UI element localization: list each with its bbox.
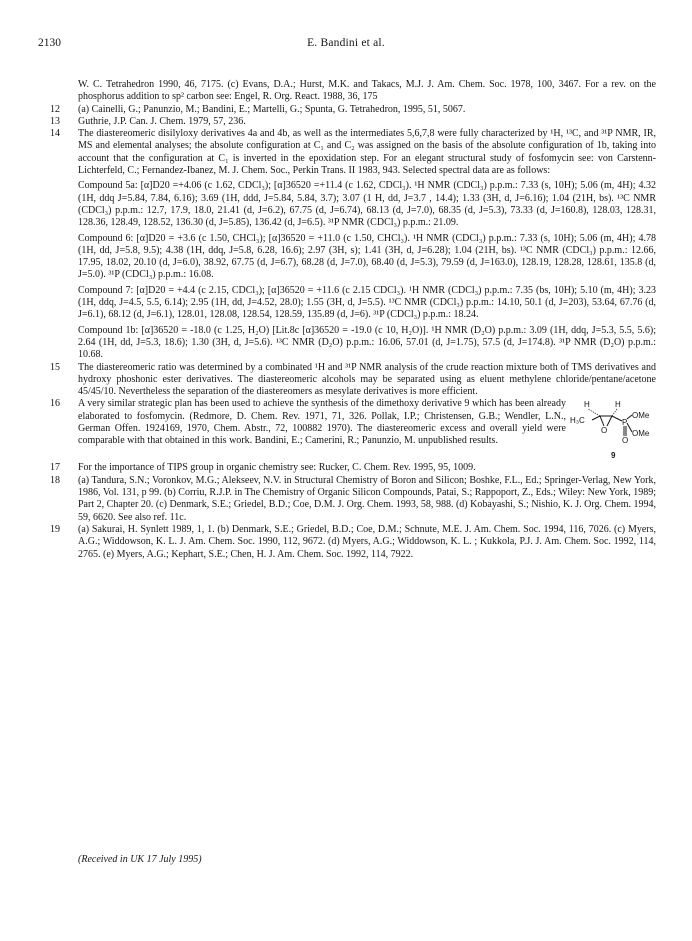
running-head: E. Bandini et al. (307, 37, 385, 49)
note-text: (a) Tandura, S.N.; Voronkov, M.G.; Alekseev, N.V. in Structural Chemistry of Boron and Silicon; Boshke, F.L., Ed.; Springer-Verlag, New York, 1986, Vol. 131, p 99. (b) Corriu, R.J.P. in The Chemistry of Organic Silicon Compounds, Patai, S.; Rappoport, Z., Eds.; Wiley: New York, 1989; Part 2, Chapter 20. (c) Denmark, S.E.; Griedel, B.D.; Coe, D.M. J. Org. Chem. 1993, 58, 988. (d) Kobayashi, S.; Nishio, K. J. Org. Chem. 1994, 59, 6620. See also ref. 11c. (78, 474, 656, 523)
note-text: W. C. Tetrahedron 1990, 46, 7175. (c) Evans, D.A.; Hurst, M.K. and Takacs, M.J. J. Am. Chem. Soc. 1978, 100, 3467. For a rev. on the phosphorus addition to sp² carbon see: Engel, R. Org. React. 1988, 36, 175 (78, 79, 656, 103)
note-text: (a) Cainelli, G.; Panunzio, M.; Bandini, E.; Martelli, G.; Spunta, G. Tetrahedron, 1995, 51, 5067. (78, 103, 466, 115)
bond-c1-o (600, 416, 604, 426)
atom-h3c: H₃C (570, 416, 585, 426)
note-number: 16 (50, 398, 60, 410)
compound-label-9: 9 (611, 451, 616, 461)
compound-1b-data: Compound 1b: [α]36520 = -18.0 (c 1.25, H₂O) [Lit.8c [α]36520 = -19.0 (c 10, H₂O)]. ¹H NMR (D₂O) p.p.m.: 3.09 (1H, ddq, J=5.3, 5.5, 5.6); 2.64 (1H, dd, J=5.3, 18.6); 1.30 (3H, d, J=5.6). ¹³C NMR (D₂O) p.p.m.: 16.06, 57.01 (d, J=1.75), 57.5 (d, J=174.8). ³¹P NMR (D₂O) p.p.m.: 10.68. (78, 324, 656, 361)
notes-list (50, 79, 656, 561)
note-19 (50, 524, 656, 561)
note-number: 13 (50, 115, 60, 127)
structure-9-drawing (570, 398, 656, 462)
note-13 (50, 116, 656, 128)
note-11-continued (50, 79, 656, 104)
note-text: The diastereomeric disilyloxy derivatives 4a and 4b, as well as the intermediates 5,6,7,8 were fully characterized by ¹H, ¹³C, and ³¹P NMR, IR, MS and elemental analyses; the absolute configuration at C₁ and C₂ was assigned on the basis of the absolute configuration of 1b, taking into account that the configuration at C₁ is inverted in the epoxidation step. For an elegant structural study of fosfomycin see: von Carstenn-Lichterfeld, C.; Fernandez-Ibanez, M. J. Chem. Soc., Perkin Trans. II 1983, 943. Selected spectral data are as follows: (78, 128, 656, 177)
bond-c2-p (612, 416, 622, 421)
compound-6-data: Compound 6: [α]D20 = +3.6 (c 1.50, CHCl₃); [α]36520 = +11.0 (c 1.50, CHCl₃). ¹H NMR (CDCl₃) p.p.m.: 7.33 (s, 10H); 5.06 (m, 4H); 4.78 (1H, dd, J=5.8, 9.5); 4.38 (1H, ddq, J=5.8, 6.28, 16.6); 2.97 (3H, s); 1.41 (3H, d, J=6.28); 1.04 (21H, bs). ¹³C NMR (CDCl₃) p.p.m.: 12.66, 17.95, 18.02, 20.10 (d, J=6.0), 38.92, 67.75 (d, J=6.7), 68.28 (d, J=7.0), 68.40 (d, J=5.3), 79.59 (d, J=163.0), 128.19, 128.28, 128.61, 135.8 (d, J=5.0). ³¹P (CDCl₃) p.p.m.: 16.08. (78, 232, 656, 281)
atom-p: P (622, 418, 628, 428)
structure-9-figure (570, 398, 656, 462)
page-number: 2130 (38, 37, 61, 49)
atom-ome-top: OMe (632, 411, 650, 421)
atom-h-left: H (584, 400, 590, 410)
hashed-bond-h-right (612, 409, 617, 416)
note-text: The diastereomeric ratio was determined by a combinated ¹H and ³¹P NMR analysis of the crude reaction mixture both of TMS derivatives and hydroxy phoshonic ester derivatives. The diastereomeric alcohols may be separated using as eluent methylene chloride/pentane/acetone 45/45/10. Nevertheless the separation of the diastereomers as mesylate derivatives is more efficient. (78, 361, 656, 398)
bond-methyl (592, 416, 600, 420)
bond-c2-o (607, 416, 612, 426)
note-17 (50, 462, 656, 474)
note-14 (50, 128, 656, 361)
note-text: (a) Sakurai, H. Synlett 1989, 1, 1. (b) Denmark, S.E.; Griedel, B.D.; Coe, D.M.; Schnute, M.E. J. Am. Chem. Soc. 1994, 116, 7026. (c) Myers, A.G.; Widdowson, K. L. J. Am. Chem. Soc. 1990, 112, 9672. (d) Myers, A.G.; Widdowson, K. L. ; Kukkola, P.J. J. Am. Chem. Soc. 1992, 114, 2765. (e) Myers, A.G.; Kephart, S.E.; Chen, H. J. Am. Chem. Soc. 1992, 114, 7922. (78, 523, 656, 560)
atom-ring-o: O (601, 426, 608, 436)
note-number: 18 (50, 474, 60, 486)
note-text: Guthrie, J.P. Can. J. Chem. 1979, 57, 236. (78, 115, 246, 127)
compound-5a-data: Compound 5a: [α]D20 =+4.06 (c 1.62, CDCl₃); [α]36520 =+11.4 (c 1.62, CDCl₃). ¹H NMR (CDCl₃) p.p.m.: 7.33 (s, 10H); 5.06 (m, 4H); 4.32 (1H, ddq J=5.84, 7.84, 6.16); 3.69 (1H, ddd, J=5.84, 5.84, 3.7); 3.07 (1 H, dd, J=3.7 , 14.4); 1.33 (3H, d, J=6.16); 1.04 (21H, bs). ¹³C NMR (CDCl₃) p.p.m.: 12.7, 17.9, 18.0, 21.41 (d, J=6.2), 67.75 (d, J=6.74), 68.13 (d, J=7.0), 68.35 (d, J=5.3), 73.33 (d, J=160.8), 128.03, 128.31, 128.36, 128.49, 128.52, 136.30 (d, J=5.85), 136.42 (d, J=6.5). ³¹P NMR (CDCl₃) p.p.m.: 21.09. (78, 180, 656, 229)
note-15 (50, 362, 656, 399)
atom-ome-bottom: OMe (632, 429, 650, 439)
atom-p-oxygen: O (622, 436, 629, 446)
note-18 (50, 475, 656, 524)
note-12 (50, 104, 656, 116)
bond-p-ome-bottom (627, 423, 632, 432)
note-text: A very similar strategic plan has been used to achieve the synthesis of the dimethoxy derivative 9 which has been already elaborated to fosfomycin. (Redmore, D. Chem. Rev. 1971, 71, 326. Pollak, I.P.; Christensen, G.B.; Wendler, L.N., German Offen. 1924169, 1970, Chem. Abstr., 72, 100882 1970). The diastereomeric excess and overall yield were comparable with that obtained in this work. Bandini, E.; Camerini, R.; Panunzio, M. unpublished results. (78, 398, 566, 447)
note-number: 14 (50, 128, 60, 140)
note-number: 19 (50, 523, 60, 535)
note-text: For the importance of TIPS group in organic chemistry see: Rucker, C. Chem. Rev. 1995, 95, 1009. (78, 462, 476, 474)
note-16 (50, 398, 656, 462)
compound-7-data: Compound 7: [α]D20 = +4.4 (c 2.15, CDCl₃); [α]36520 = +11.6 (c 2.15 CDCl₃). ¹H NMR (CDCl₃) p.p.m.: 7.35 (bs, 10H); 5.10 (m, 4H); 3.23 (1H, ddq, J=4.5, 5.5, 6.14); 2.95 (1H, dd, J=4.52, 28.0); 1.55 (3H, d, J=5.5). ¹³C NMR (CDCl₃) p.p.m.: 14.10, 50.1 (d, J=203), 53.64, 67.76 (d, J=6.1), 68.12 (d, J=6.1), 128.01, 128.08, 128.54, 128.59, 135.89 (d, J=6). ³¹P (CDCl₃) p.p.m.: 18.24. (78, 284, 656, 321)
received-date: (Received in UK 17 July 1995) (78, 854, 202, 865)
note-number: 17 (50, 462, 60, 474)
note-number: 15 (50, 361, 60, 373)
note-number: 12 (50, 103, 60, 115)
hashed-bond-h-left (588, 409, 600, 416)
atom-h-right: H (615, 400, 621, 410)
